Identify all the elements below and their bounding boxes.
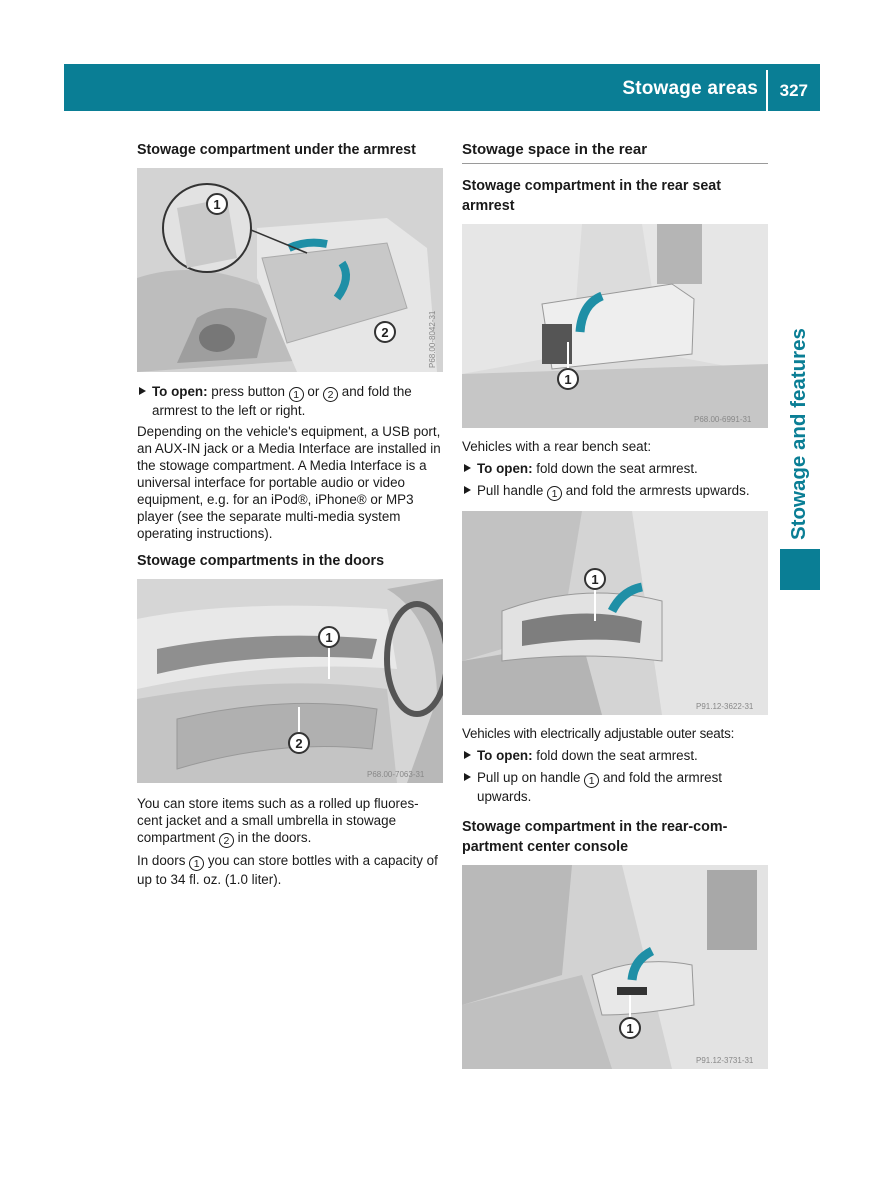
header-bar (64, 64, 820, 111)
figure-center-console (462, 865, 768, 1069)
outer-pull-instruction (462, 769, 768, 805)
armrest-open-text-2: or (303, 384, 324, 399)
callout-2-icon: 2 (323, 387, 338, 402)
armrest-heading: Stowage compartment under the armrest (137, 142, 416, 158)
console-heading: Stowage compartment in the rear-com-partment center console (462, 819, 728, 855)
left-column (137, 140, 443, 888)
outer-open-lead: To open: (477, 748, 533, 763)
doors-paragraph-2 (137, 852, 443, 888)
callout-1-icon: 1 (584, 773, 599, 788)
fig2-marker-1: 1 (325, 630, 333, 645)
page-number: 327 (779, 81, 808, 100)
doors-paragraph-1-text-2: in the doors. (233, 830, 312, 845)
bench-pull-text-2: and fold the armrests upwards. (561, 483, 750, 498)
armrest-open-text-3: and fold the armrest to the left or right. (152, 384, 412, 418)
fig4-marker-1: 1 (591, 572, 599, 587)
doors-paragraph-2-text-1: In doors (137, 853, 190, 868)
callout-1-icon: 1 (289, 387, 304, 402)
fig3-marker-1: 1 (564, 372, 572, 387)
armrest-paragraph: Depending on the vehicle's equipment, a USB port, an AUX-IN jack or a Media Interface are installed in the stowage compartment. A Media Interface is a universal interface for portable audio or video equipment, e.g. for an iPod®, iPhone® or MP3 player (see the separate multi-media system operating instructions). (137, 424, 441, 541)
fig3-code: P68.00-6991-31 (694, 415, 752, 424)
fig2-code: P68.00-7063-31 (367, 770, 425, 779)
armrest-open-text-1: press button (207, 384, 289, 399)
rear-armrest-heading: Stowage compartment in the rear seat armrest (462, 178, 722, 214)
outer-pull-text-2: and fold the armrest upwards. (477, 770, 723, 804)
bench-open-text: fold down the seat armrest. (532, 461, 698, 476)
doors-paragraph-2-text-2: you can store bottles with a capacity of up to 34 fl. oz. (1.0 liter). (137, 853, 438, 887)
doors-heading: Stowage compartments in the doors (137, 553, 385, 569)
doors-paragraph-1-text-1: You can store items such as a rolled up fluores-cent jacket and a small umbrella in stowage compartment (137, 796, 419, 845)
figure-armrest (137, 168, 443, 372)
callout-1-icon: 1 (189, 856, 204, 871)
fig4-code: P91.12-3622-31 (696, 702, 754, 711)
bench-intro: Vehicles with a rear bench seat: (462, 439, 652, 454)
side-tab-label: Stowage and features (787, 328, 810, 540)
fig1-code: P68.00-8042-31 (428, 310, 437, 368)
right-column (462, 140, 768, 1069)
figure-doors (137, 579, 443, 783)
fig1-marker-2: 2 (381, 325, 389, 340)
fig2-marker-2: 2 (295, 736, 303, 751)
bench-pull-instruction (462, 482, 768, 501)
outer-intro: Vehicles with electrically adjustable outer seats: (462, 726, 735, 741)
fig1-marker-1: 1 (213, 197, 221, 212)
header-divider (766, 70, 768, 111)
bench-pull-text-1: Pull handle (477, 483, 547, 498)
header-title: Stowage areas (622, 78, 758, 99)
bench-open-instruction (462, 460, 768, 477)
armrest-open-instruction (137, 383, 443, 419)
bench-open-lead: To open: (477, 461, 533, 476)
doors-paragraph-1 (137, 795, 443, 848)
callout-1-icon: 1 (547, 486, 562, 501)
fig5-code: P91.12-3731-31 (696, 1056, 754, 1065)
figure-outer-seat-armrest (462, 511, 768, 715)
outer-open-instruction (462, 747, 768, 764)
fig5-marker-1: 1 (626, 1021, 634, 1036)
callout-2-icon: 2 (219, 833, 234, 848)
outer-open-text: fold down the seat armrest. (532, 748, 698, 763)
side-tab-block (780, 549, 820, 590)
outer-pull-text-1: Pull up on handle (477, 770, 585, 785)
armrest-open-lead: To open: (152, 384, 208, 399)
section-heading: Stowage space in the rear (462, 140, 768, 164)
figure-rear-armrest (462, 224, 768, 428)
